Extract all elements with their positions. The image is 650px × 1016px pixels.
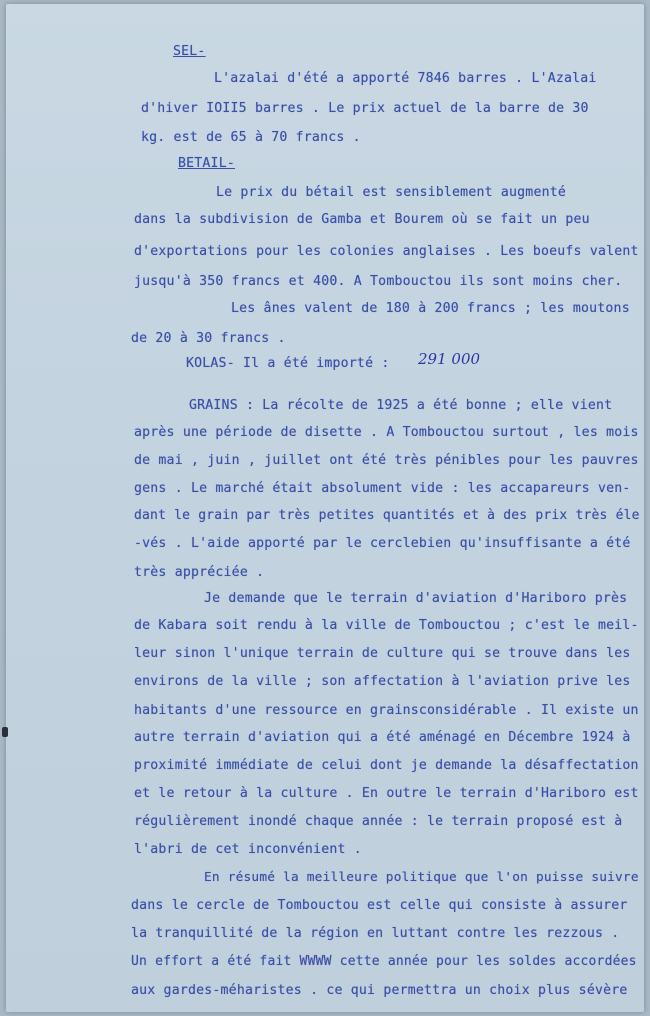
text-line: régulièrement inondé chaque année : le terrain proposé est à (134, 814, 623, 829)
text-line: après une période de disette . A Tombouctou surtout , les mois (134, 425, 639, 440)
text-line: leur sinon l'unique terrain de culture qui se trouve dans les (134, 646, 631, 661)
text-line: aux gardes-méharistes . ce qui permettra un choix plus sévère (131, 983, 628, 998)
text-line: gens . Le marché était absolument vide : les accapareurs ven- (134, 481, 631, 496)
text-line: l'abri de cet inconvénient . (134, 842, 362, 857)
text-line: L'azalai d'été a apporté 7846 barres . L'Azalai (214, 71, 597, 86)
document-page (6, 4, 644, 1012)
text-line: Le prix du bétail est sensiblement augmenté (216, 185, 567, 200)
text-line: dans le cercle de Tombouctou est celle qui consiste à assurer (131, 898, 628, 913)
text-line: de 20 à 30 francs . (131, 331, 286, 346)
heading-grains: GRAINS : La récolte de 1925 a été bonne ; elle vient (189, 398, 613, 413)
text-line: d'hiver IOII5 barres . Le prix actuel de la barre de 30 (141, 101, 589, 116)
text-line: En résumé la meilleure politique que l'on puisse suivre (204, 870, 639, 885)
text-line: et le retour à la culture . En outre le terrain d'Hariboro est (134, 786, 639, 801)
text-line: kg. est de 65 à 70 francs . (141, 130, 361, 145)
text-line: environs de la ville ; son affectation à l'aviation prive les (134, 674, 631, 689)
text-line: Je demande que le terrain d'aviation d'Hariboro près (204, 591, 628, 606)
text-line: jusqu'à 350 francs et 400. A Tombouctou ils sont moins cher. (134, 274, 623, 289)
text-line: de mai , juin , juillet ont été très pénibles pour les pauvres (134, 453, 639, 468)
text-line: d'exportations pour les colonies anglaises . Les boeufs valent (134, 244, 639, 259)
text-line: de Kabara soit rendu à la ville de Tombouctou ; c'est le meil- (134, 618, 639, 633)
text-line: proximité immédiate de celui dont je demande la désaffectation (134, 758, 639, 773)
heading-betail: BETAIL- (178, 156, 235, 171)
text-line: dans la subdivision de Gamba et Bourem où se fait un peu (134, 212, 590, 227)
text-line: -vés . L'aide apporté par le cerclebien qu'insuffisante a été (134, 536, 631, 551)
text-line: Un effort a été fait WWWW cette année pour les soldes accordées (131, 954, 637, 969)
binder-hole-mark (2, 727, 8, 737)
handwritten-kolas-amount: 291 000 (418, 350, 481, 368)
text-line: autre terrain d'aviation qui a été aménagé en Décembre 1924 à (134, 730, 631, 745)
heading-sel: SEL- (173, 44, 206, 59)
heading-kolas: KOLAS- Il a été importé : (186, 356, 390, 371)
text-line: la tranquillité de la région en luttant contre les rezzous . (131, 926, 620, 941)
text-line: Les ânes valent de 180 à 200 francs ; les moutons (231, 301, 630, 316)
text-line: habitants d'une ressource en grainsconsidérable . Il existe un (134, 703, 639, 718)
text-line: dant le grain par très petites quantités et à des prix très éle (134, 508, 640, 523)
text-line: très appréciée . (134, 565, 265, 580)
